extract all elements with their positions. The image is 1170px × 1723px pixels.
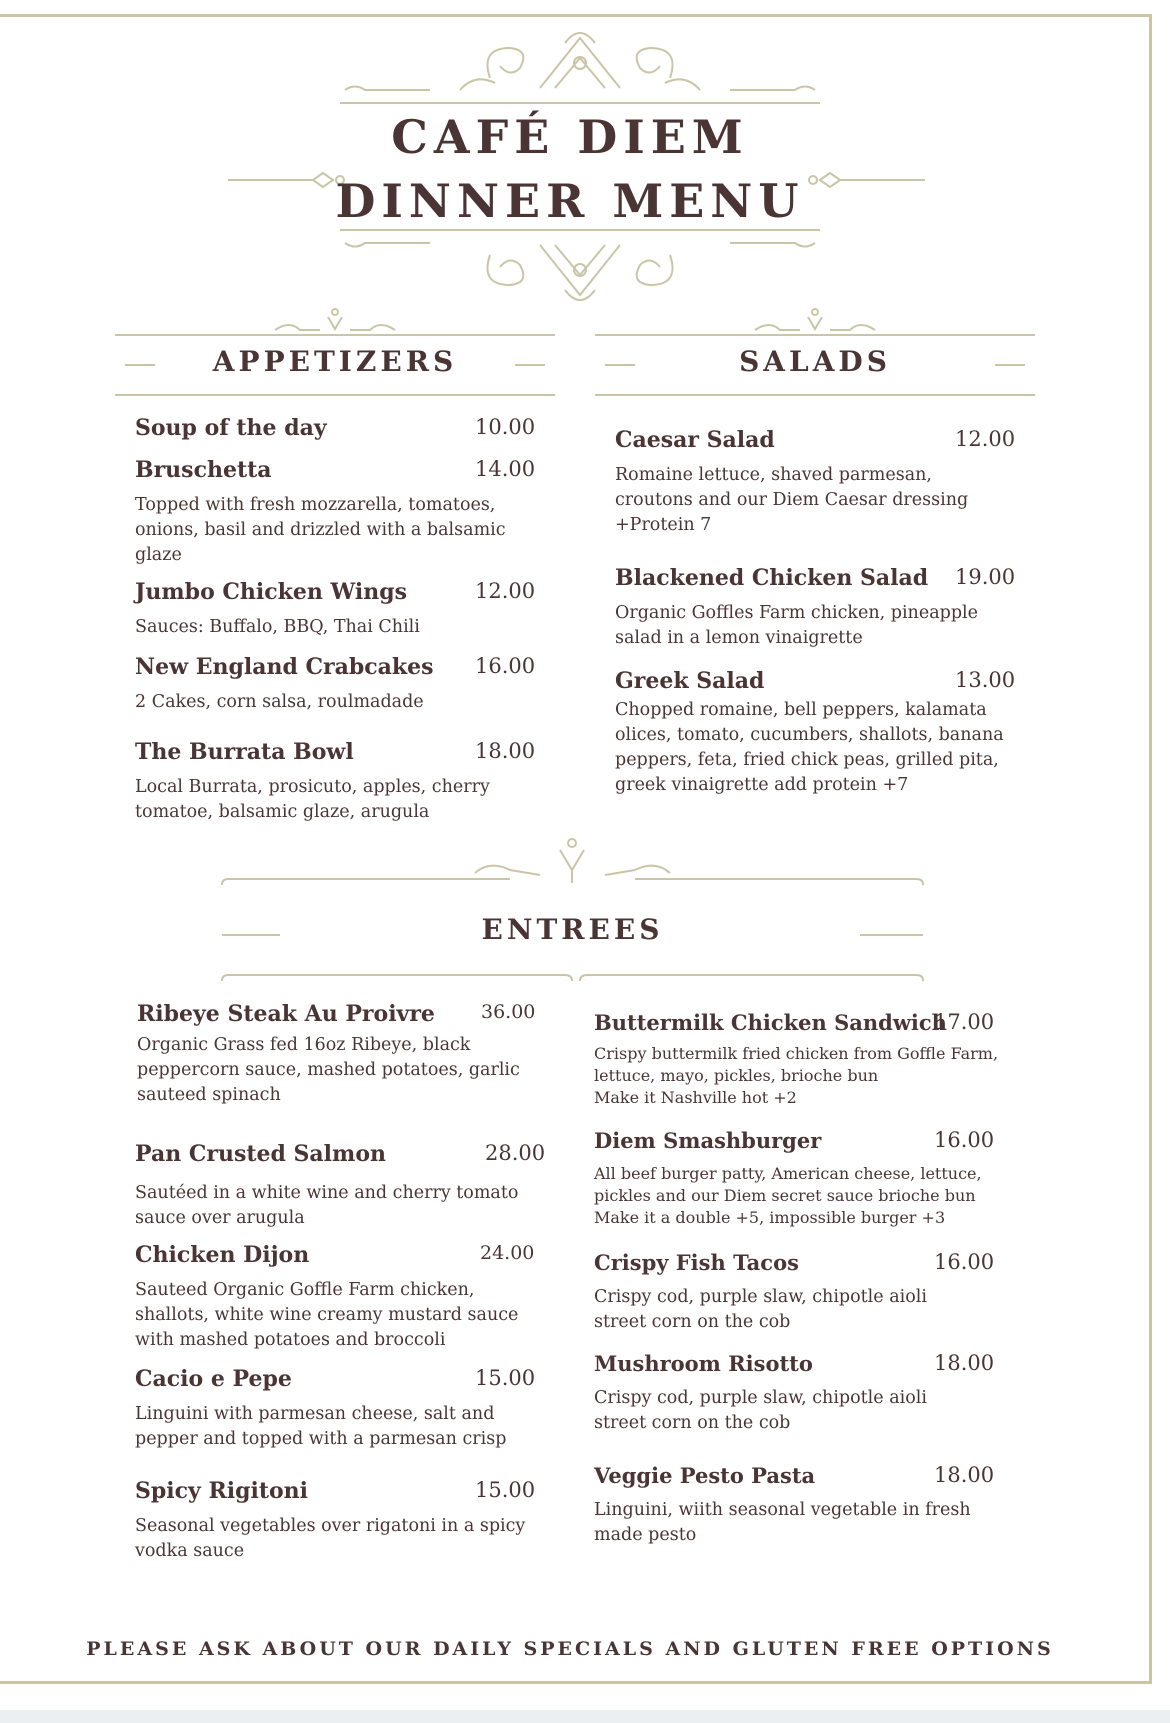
menu-item-bruschetta (135, 457, 535, 568)
item-price: 15.00 (475, 1366, 536, 1390)
menu-item-soup (135, 415, 535, 441)
item-price: 14.00 (475, 457, 536, 481)
menu-item-cacio-e-pepe (135, 1366, 545, 1452)
item-name: Greek Salad (615, 668, 765, 694)
item-description: Seasonal vegetables over rigatoni in a spicy vodka sauce (135, 1516, 526, 1561)
item-price: 12.00 (955, 427, 1016, 451)
item-description (594, 1163, 1004, 1229)
menu-title: DINNER MENU (335, 174, 805, 228)
item-price: 19.00 (955, 565, 1016, 589)
item-name: Pan Crusted Salmon (135, 1141, 386, 1167)
bottom-flourish-ornament (340, 225, 820, 315)
item-description: Linguini with parmesan cheese, salt and pepper and topped with a parmesan crisp (135, 1404, 507, 1449)
item-price: 12.00 (475, 579, 536, 603)
item-name: The Burrata Bowl (135, 739, 354, 765)
item-name: Diem Smashburger (594, 1128, 822, 1153)
item-price: 24.00 (480, 1242, 535, 1264)
item-name: Bruschetta (135, 457, 272, 483)
description-line: All beef burger patty, American cheese, lettuce, (594, 1164, 982, 1183)
menu-item-ribeye (137, 1001, 547, 1108)
menu-item-mushroom-risotto (594, 1351, 1004, 1436)
item-price: 13.00 (955, 668, 1016, 692)
item-description: Organic Grass fed 16oz Ribeye, black peppercorn sauce, mashed potatoes, garlic sauteed spinach (137, 1035, 520, 1105)
item-name: Crispy Fish Tacos (594, 1250, 799, 1275)
description-line: Make it Nashville hot +2 (594, 1088, 797, 1107)
page-bottom-strip (0, 1710, 1170, 1723)
item-price: 18.00 (475, 739, 536, 763)
menu-item-greek-salad (615, 668, 1015, 798)
item-description (594, 1043, 1004, 1109)
item-description: Organic Goffles Farm chicken, pineapple salad in a lemon vinaigrette (615, 603, 978, 648)
item-price: 16.00 (934, 1128, 995, 1152)
item-name: Chicken Dijon (135, 1242, 310, 1268)
description-line: Crispy buttermilk fried chicken from Goffle Farm, (594, 1044, 999, 1063)
item-name: Buttermilk Chicken Sandwich (594, 1010, 947, 1035)
item-price: 10.00 (475, 415, 536, 439)
item-name: Cacio e Pepe (135, 1366, 292, 1392)
description-line: lettuce, mayo, pickles, brioche bun (594, 1066, 879, 1085)
item-description: Local Burrata, prosicuto, apples, cherry tomatoe, balsamic glaze, arugula (135, 777, 490, 822)
menu-item-diem-smashburger (594, 1128, 1004, 1229)
item-name: Blackened Chicken Salad (615, 565, 929, 591)
item-name: Soup of the day (135, 415, 327, 441)
item-name: Ribeye Steak Au Proivre (137, 1001, 435, 1027)
item-description: Linguini, wiith seasonal vegetable in fresh made pesto (594, 1500, 971, 1545)
menu-item-caesar-salad (615, 427, 1015, 538)
menu-item-salmon (135, 1141, 555, 1231)
top-flourish-ornament (340, 18, 820, 108)
item-price: 18.00 (934, 1463, 995, 1487)
item-description: Sauteed Organic Goffle Farm chicken, shallots, white wine creamy mustard sauce with mashed potatoes and broccoli (135, 1280, 519, 1350)
menu-item-chicken-dijon (135, 1242, 545, 1353)
item-description: Topped with fresh mozzarella, tomatoes, onions, basil and drizzled with a balsamic glaze (135, 495, 506, 565)
item-price: 18.00 (934, 1351, 995, 1375)
restaurant-name: CAFÉ DIEM (391, 110, 749, 164)
menu-item-veggie-pesto-pasta (594, 1463, 1004, 1548)
appetizers-title: APPETIZERS (212, 345, 458, 378)
item-description: Crispy cod, purple slaw, chipotle aioli street corn on the cob (594, 1388, 927, 1433)
item-description: Sauces: Buffalo, BBQ, Thai Chili (135, 617, 420, 637)
description-line: pickles and our Diem secret sauce brioche bun (594, 1186, 976, 1205)
item-description: Sautéed in a white wine and cherry tomato sauce over arugula (135, 1183, 519, 1228)
item-price: 36.00 (481, 1001, 536, 1023)
item-name: Mushroom Risotto (594, 1351, 813, 1376)
menu-item-spicy-rigitoni (135, 1478, 545, 1564)
item-price: 15.00 (475, 1478, 536, 1502)
menu-item-buttermilk-chicken-sandwich (594, 1010, 1004, 1109)
item-price: 16.00 (475, 654, 536, 678)
menu-item-blackened-chicken-salad (615, 565, 1015, 651)
item-description: 2 Cakes, corn salsa, roulmadade (135, 692, 424, 712)
menu-item-crabcakes (135, 654, 535, 715)
item-name: Caesar Salad (615, 427, 775, 453)
item-price: 17.00 (934, 1010, 995, 1034)
menu-item-chicken-wings (135, 579, 535, 640)
item-description: Romaine lettuce, shaved parmesan, croutons and our Diem Caesar dressing +Protein 7 (615, 465, 969, 535)
menu-item-crispy-fish-tacos (594, 1250, 1004, 1335)
footer-note: PLEASE ASK ABOUT OUR DAILY SPECIALS AND GLUTEN FREE OPTIONS (86, 1638, 1054, 1660)
item-description: Chopped romaine, bell peppers, kalamata olices, tomato, cucumbers, shallots, banana peppers, feta, fried chick peas, grilled pita, greek vinaigrette add protein +7 (615, 700, 1004, 795)
item-price: 16.00 (934, 1250, 995, 1274)
item-name: Jumbo Chicken Wings (135, 579, 407, 605)
item-description: Crispy cod, purple slaw, chipotle aioli street corn on the cob (594, 1287, 927, 1332)
entrees-title: ENTREES (481, 913, 664, 946)
item-name: Spicy Rigitoni (135, 1478, 309, 1504)
item-name: New England Crabcakes (135, 654, 434, 680)
item-name: Veggie Pesto Pasta (594, 1463, 816, 1488)
menu-item-burrata-bowl (135, 739, 535, 825)
salads-title: SALADS (739, 345, 891, 378)
item-price: 28.00 (485, 1141, 546, 1165)
description-line: Make it a double +5, impossible burger +3 (594, 1208, 946, 1227)
